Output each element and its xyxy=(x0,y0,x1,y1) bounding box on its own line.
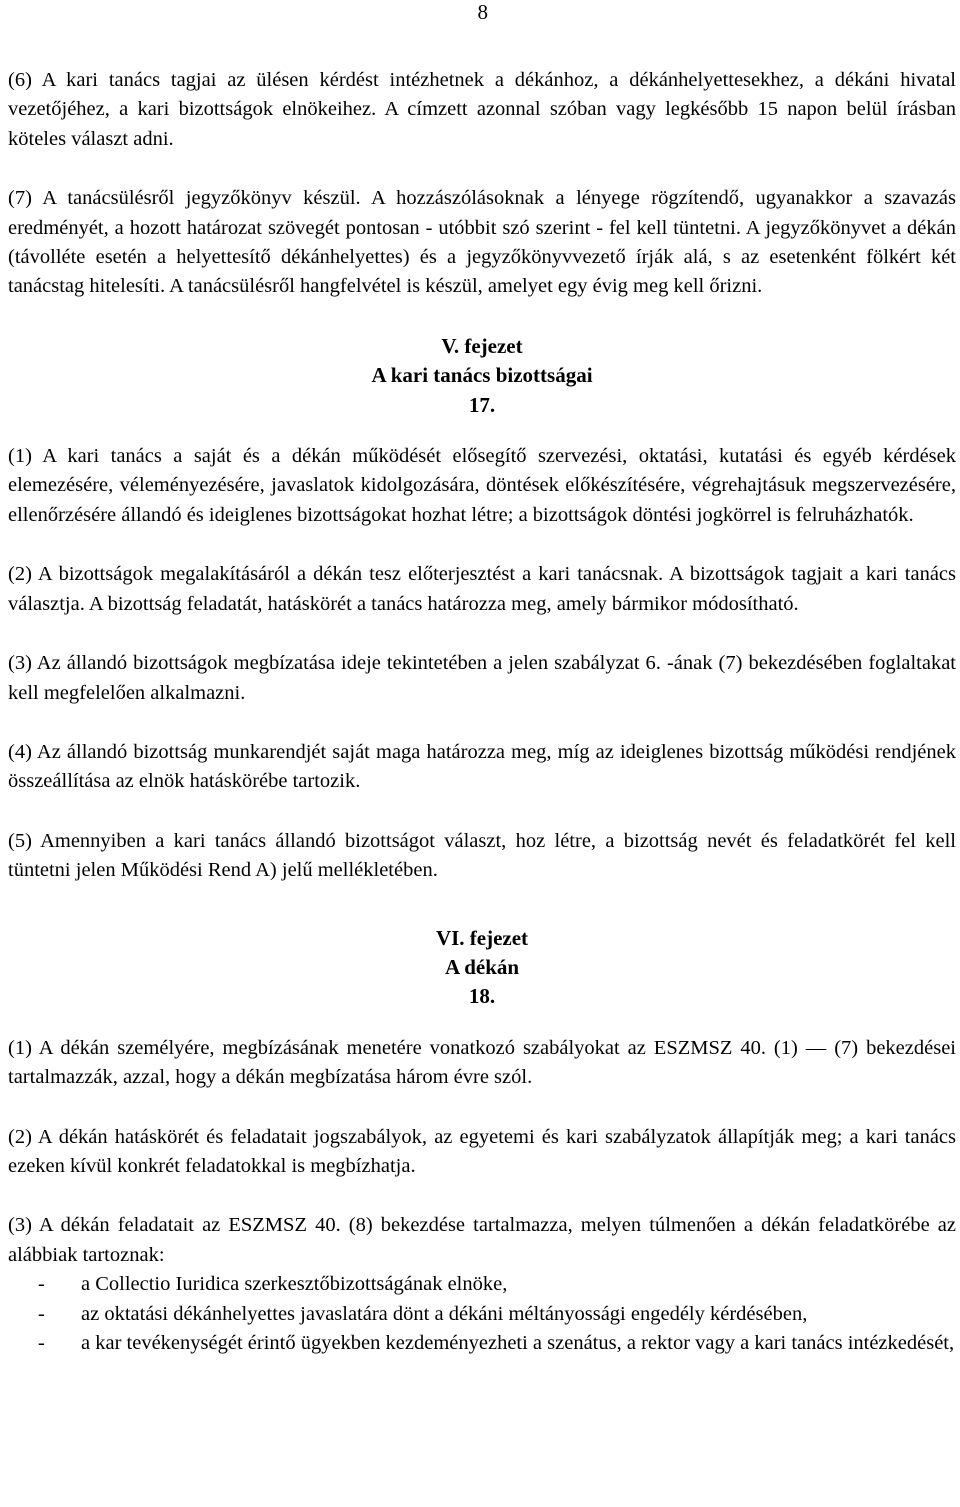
section-18-paragraph-2: (2) A dékán hatáskörét és feladatait jogszabályok, az egyetemi és kari szabályzatok állapítják meg; a kari tanács ezeken kívül konkrét feladatokkal is megbízhatja. xyxy=(8,1125,956,1177)
list-item xyxy=(8,1270,956,1299)
list-dash: - xyxy=(38,1332,45,1354)
page-number: 8 xyxy=(477,0,488,24)
list-item-text: az oktatási dékánhelyettes javaslatára dönt a dékáni méltányossági engedély kérdésében, xyxy=(81,1302,808,1325)
paragraph-6: (6) A kari tanács tagjai az ülésen kérdést intézhetnek a dékánhoz, a dékánhelyettesekhez, a dékáni hivatal vezetőjéhez, a kari bizottságok elnökeihez. A címzett azonnal szóban vagy legkésőbb 15 napon belül írásban köteles választ adni. xyxy=(8,69,956,150)
section-17-paragraph-5: (5) Amennyiben a kari tanács állandó bizottságot választ, hoz létre, a bizottság nevét és feladatkörét fel kell tüntetni jelen Működési Rend A) jelű mellékletében. xyxy=(8,829,956,882)
section-18-paragraph-3: (3) A dékán feladatait az ESZMSZ 40. (8) bekezdése tartalmazza, melyen túlmenően a dékán feladatkörébe az alábbiak tartoznak: xyxy=(8,1214,956,1266)
paragraph-7: (7) A tanácsülésről jegyzőkönyv készül. A hozzászólásoknak a lényege rögzítendő, ugyanakkor a szavazás eredményét, a hozott határozat szövegét pontosan - utóbbit szó szerint - fel kell tüntetni. A jegyzőkönyvet a dékán (távolléte esetén a helyettesítő dékánhelyettes) és a jegyzőkönyvvezető írják alá, s az esetenként fölkért két tanácstag hitelesíti. A tanácsülésről hangfelvétel is készül, amelyet egy évig meg kell őrizni. xyxy=(8,187,956,298)
list-item-text: a Collectio Iuridica szerkesztőbizottságának elnöke, xyxy=(81,1273,508,1296)
list-item xyxy=(8,1300,956,1329)
section-17-heading: 17. xyxy=(468,392,496,417)
section-18-heading: 18. xyxy=(468,984,496,1009)
list-dash: - xyxy=(38,1302,45,1325)
chapter-5-label: V. fejezet xyxy=(441,333,523,358)
section-17-paragraph-2: (2) A bizottságok megalakításáról a dékán tesz előterjesztést a kari tanácsnak. A bizottságok tagjait a kari tanács választja. A bizottság feladatát, hatáskörét a tanács határozza meg, amely bármikor módosítható. xyxy=(8,563,956,615)
duties-list xyxy=(8,1270,956,1358)
chapter-6-label: VI. fejezet xyxy=(435,925,529,950)
list-item xyxy=(8,1329,956,1358)
document-body xyxy=(8,66,956,1358)
section-18-paragraph-1: (1) A dékán személyére, megbízásának menetére vonatkozó szabályokat az ESZMSZ 40. (1) — (7) bekezdései tartalmazzák, azzal, hogy a dékán megbízatása három évre szól. xyxy=(8,1036,956,1089)
section-17-paragraph-1: (1) A kari tanács a saját és a dékán működését elősegítő szervezési, oktatási, kutatási és egyéb kérdések elemezésére, véleményezésére, javaslatok kidolgozására, döntések előkészítésére, végrehajtásuk megszervezésére, ellenőrzésére állandó és ideiglenes bizottságokat hozhat létre; a bizottságok döntési jogkörrel is felruházhatók. xyxy=(8,445,956,526)
chapter-5-title: A kari tanács bizottságai xyxy=(371,363,593,388)
chapter-6-title: A dékán xyxy=(444,954,520,979)
list-item-text: a kar tevékenységét érintő ügyekben kezdeményezheti a szenátus, a rektor vagy a kari tanács intézkedését, xyxy=(81,1332,955,1354)
section-17-paragraph-4: (4) Az állandó bizottság munkarendjét saját maga határozza meg, míg az ideiglenes bizottság működési rendjének összeállítása az elnök hatáskörébe tartozik. xyxy=(8,740,956,793)
list-dash: - xyxy=(38,1273,45,1296)
section-17-paragraph-3: (3) Az állandó bizottságok megbízatása ideje tekintetében a jelen szabályzat 6. -ának (7) bekezdésében foglaltakat kell megfelelően alkalmazni. xyxy=(8,652,956,704)
